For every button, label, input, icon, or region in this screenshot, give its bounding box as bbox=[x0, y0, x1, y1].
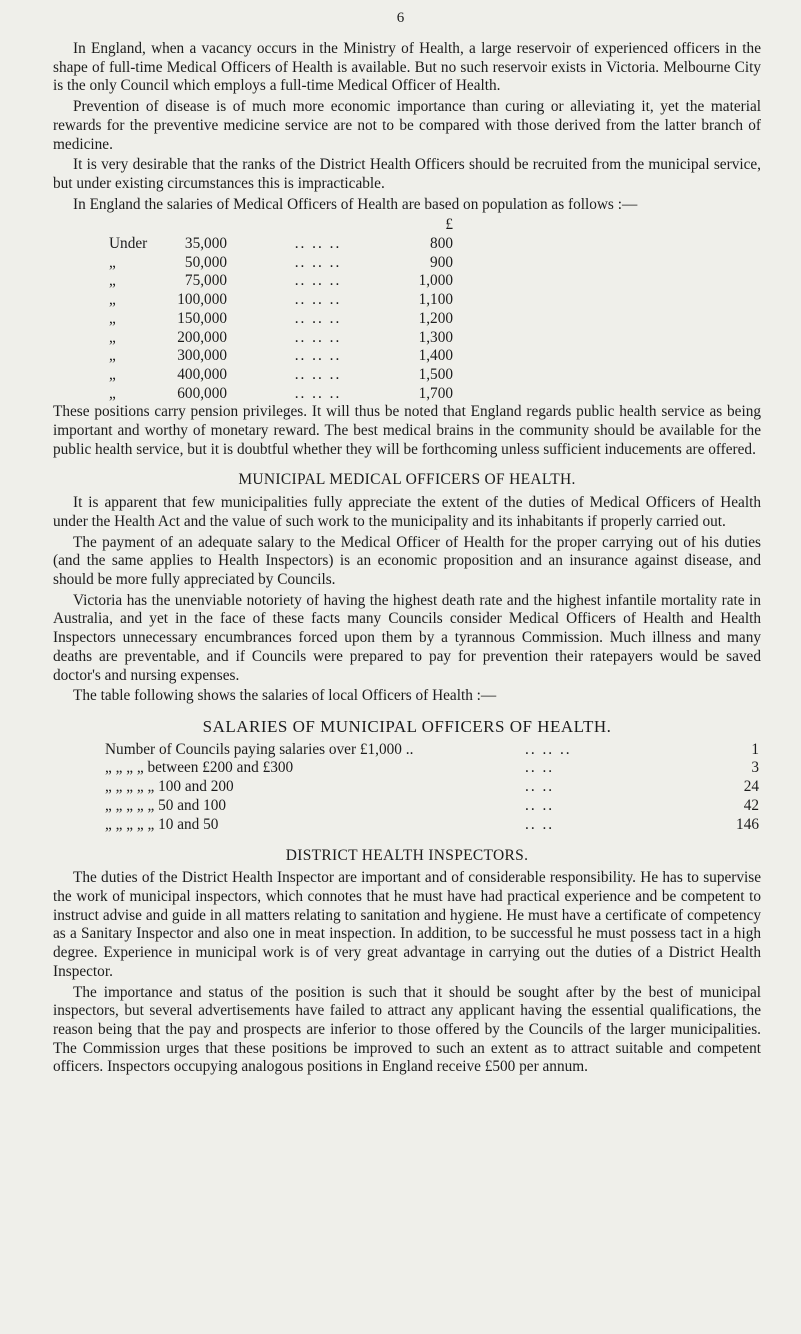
table-row: „ 100,000 .. .. .. 1,100 bbox=[109, 291, 453, 309]
paragraph: It is very desirable that the ranks of the District Health Officers should be recruited from the municipal service, but under existing circumstances this is impracticable. bbox=[53, 156, 761, 192]
population-salary-table bbox=[109, 216, 453, 403]
section-heading-municipal: MUNICIPAL MEDICAL OFFICERS OF HEALTH. bbox=[238, 471, 576, 489]
table-row: „ 50,000 .. .. .. 900 bbox=[109, 253, 453, 271]
table-row: „ 75,000 .. .. .. 1,000 bbox=[109, 272, 453, 290]
paragraph: The payment of an adequate salary to the Medical Officer of Health for the proper carrying out of his duties (and the same applies to Health Inspectors) is an economic proposition and an insurance against disease, and should be more fully appreciated by Councils. bbox=[53, 533, 761, 588]
paragraph: The table following shows the salaries of local Officers of Health :— bbox=[73, 687, 497, 705]
table-row: „ 400,000 .. .. .. 1,500 bbox=[109, 365, 453, 383]
table-row: Number of Councils paying salaries over £1,000 .. .. .. .. 1 bbox=[105, 740, 759, 758]
paragraph: In England the salaries of Medical Officers of Health are based on population as follows :— bbox=[73, 195, 638, 213]
body-text bbox=[53, 40, 761, 1079]
table-row: Under 35,000 .. .. .. 800 bbox=[109, 235, 453, 253]
table-row: „ 150,000 .. .. .. 1,200 bbox=[109, 309, 453, 327]
table-row: „ „ „ „ between £200 and £300 .. .. 3 bbox=[105, 759, 759, 777]
table-row: „ 300,000 .. .. .. 1,400 bbox=[109, 347, 453, 365]
paragraph: The importance and status of the position is such that it should be sought after by the best of municipal inspectors, but several advertisements have failed to attract any applicant having the essential qualifications, the reason being that the pay and prospects are inferior to those offered by the Councils of the larger municipalities. The Commission urges that these positions be improved to such an extent as to attract suitable and competent officers. Inspectors occupying analogous positions in England receive £500 per annum. bbox=[53, 983, 761, 1076]
paragraph: Victoria has the unenviable notoriety of having the highest death rate and the highest infantile mortality rate in Australia, and yet in the face of these facts many Councils consider Medical Officers of Health and Health Inspectors unnecessary encumbrances forced upon them by a tyrannous Commission. Much illness and many deaths are preventable, and if Councils were prepared to pay for prevention their ratepayers would be saved doctor's and nursing expenses. bbox=[53, 591, 761, 684]
table-row: „ 600,000 .. .. .. 1,700 bbox=[109, 384, 453, 402]
paragraph: The duties of the District Health Inspector are important and of considerable responsibility. He has to supervise the work of municipal inspectors, which connotes that he must have had practical experience and be competent to instruct advise and guide in all matters relating to sanitation and hygiene. He must have a certificate of competency as a Sanitary Inspector and also one in meat inspection. In addition, to be successful he must possess tact in a high degree. Experience in municipal work is of very great advantage in carrying out the duties of a District Health Inspector. bbox=[53, 869, 761, 980]
paragraph: In England, when a vacancy occurs in the Ministry of Health, a large reservoir of experienced officers in the shape of full-time Medical Officers of Health is available. But no such reservoir exists in Victoria. Melbourne City is the only Council which employs a full-time Medical Officer of Health. bbox=[53, 40, 761, 95]
table-row: „ 200,000 .. .. .. 1,300 bbox=[109, 328, 453, 346]
currency-header: £ bbox=[445, 216, 453, 234]
page-number: 6 bbox=[396, 10, 405, 26]
paragraph: These positions carry pension privileges. It will thus be noted that England regards public health service as being important and worthy of monetary reward. The best medical brains in the community should be available for the public health service, but it is doubtful whether they will be forthcoming unless sufficient inducements are offered. bbox=[53, 403, 761, 458]
section-heading-inspectors: DISTRICT HEALTH INSPECTORS. bbox=[285, 846, 529, 864]
paragraph: It is apparent that few municipalities fully appreciate the extent of the duties of Medical Officers of Health under the Health Act and the value of such work to the municipality and its inhabitants if properly carried out. bbox=[53, 494, 761, 530]
table-header-row bbox=[109, 216, 453, 235]
table-row: „ „ „ „ „ 100 and 200 .. .. 24 bbox=[105, 778, 759, 796]
section-heading-salaries: SALARIES OF MUNICIPAL OFFICERS OF HEALTH. bbox=[202, 716, 612, 736]
paragraph: Prevention of disease is of much more economic importance than curing or alleviating it, yet the material rewards for the preventive medicine service are not to be compared with those derived from the latter branch of medicine. bbox=[53, 98, 761, 153]
table-row: „ „ „ „ „ 50 and 100 .. .. 42 bbox=[105, 797, 759, 815]
table-row: „ „ „ „ „ 10 and 50 .. .. 146 bbox=[105, 815, 759, 833]
council-salaries-table bbox=[105, 741, 759, 835]
